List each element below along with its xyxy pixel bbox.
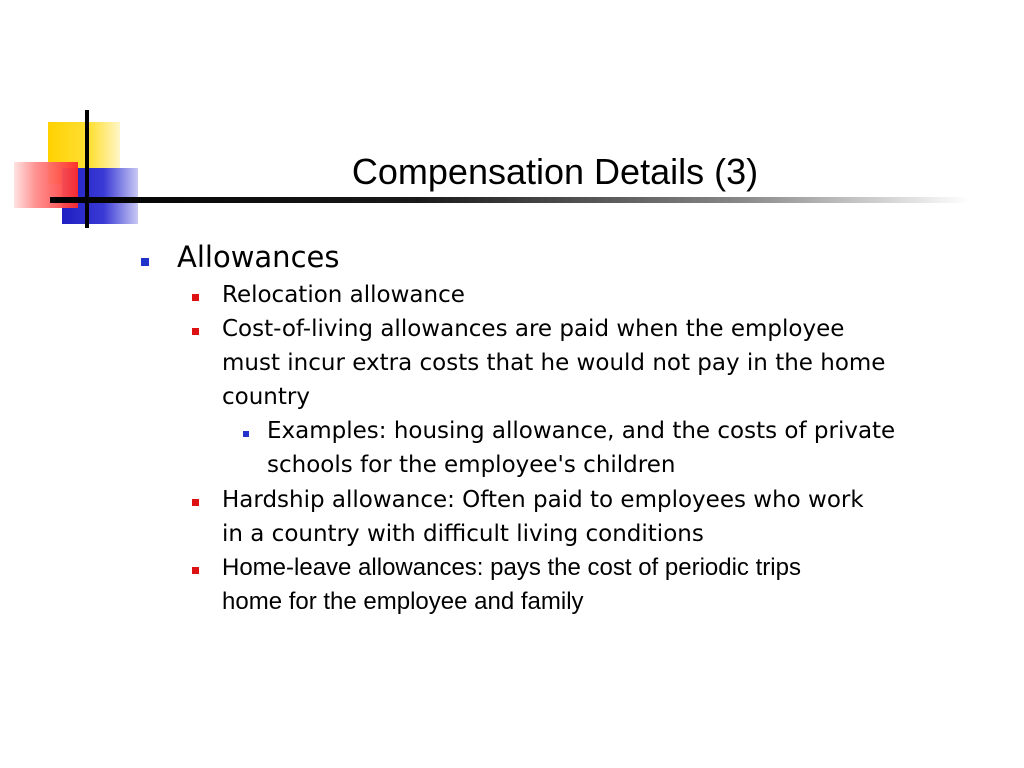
bullet-examples-line1: Examples: housing allowance, and the costs of private	[267, 418, 896, 444]
bullet-home-leave-line2: home for the employee and family	[222, 588, 584, 615]
bullet-cost-of-living-line2: must incur extra costs that he would not pay in the home	[222, 350, 886, 376]
bullet-square-icon	[141, 258, 149, 266]
title-underline	[50, 197, 970, 203]
bullet-cost-of-living-line3: country	[222, 384, 310, 410]
bullet-square-icon	[192, 499, 199, 506]
bullet-home-leave-line1: Home-leave allowances: pays the cost of periodic trips	[222, 554, 801, 581]
bullet-relocation: Relocation allowance	[222, 282, 465, 308]
bullet-square-icon	[192, 294, 199, 301]
bullet-examples-line2: schools for the employee's children	[267, 452, 676, 478]
bullet-square-icon	[243, 431, 249, 437]
bullet-hardship-line1: Hardship allowance: Often paid to employees who work	[222, 487, 864, 513]
slide-logo-squares	[0, 0, 140, 240]
bullet-square-icon	[192, 328, 199, 335]
bullet-cost-of-living-line1: Cost-of-living allowances are paid when the employee	[222, 316, 845, 342]
logo-vertical-line	[85, 110, 89, 228]
bullet-square-icon	[192, 567, 199, 574]
slide-title: Compensation Details (3)	[351, 151, 759, 192]
bullet-hardship-line2: in a country with difficult living conditions	[222, 521, 704, 547]
bullet-allowances: Allowances	[177, 240, 340, 274]
